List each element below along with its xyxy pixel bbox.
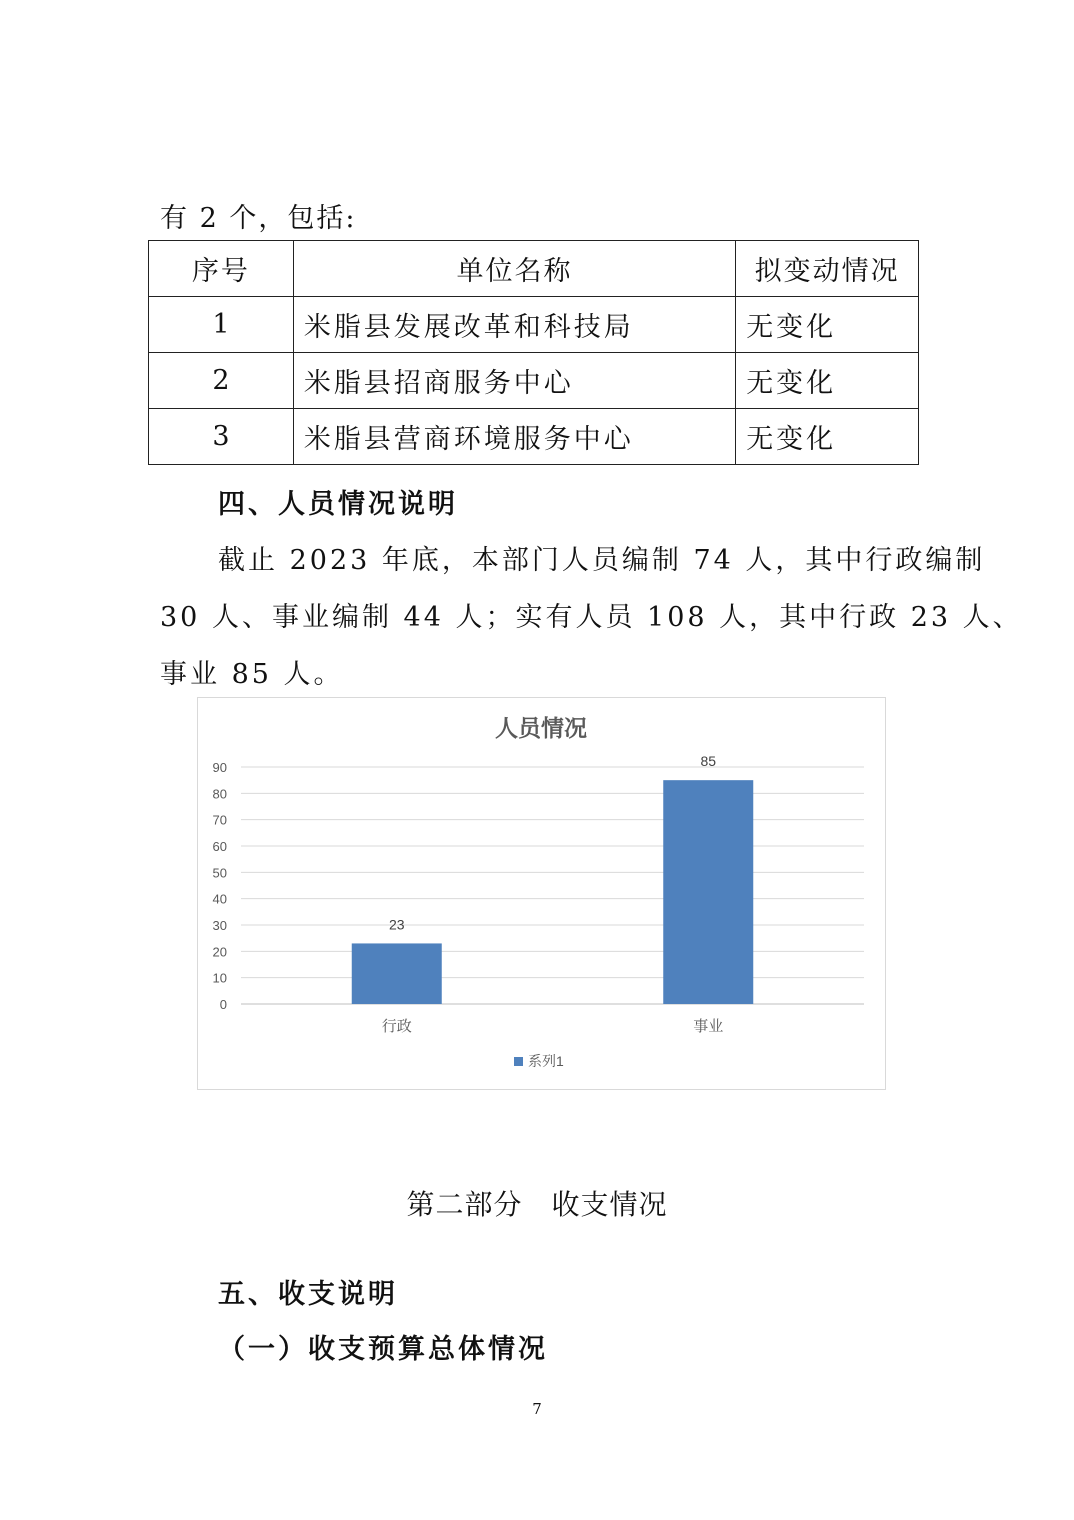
data-label: 23 — [388, 916, 405, 933]
row-unit-name: 米脂县营商环境服务中心 — [293, 409, 735, 465]
section-4-line-1: 截止 2023 年底，本部门人员编制 74 人，其中行政编制 — [218, 545, 986, 576]
y-tick-label: 0 — [219, 997, 227, 1012]
bar — [663, 780, 753, 1004]
header-unit-name: 单位名称 — [293, 241, 735, 297]
table-row — [149, 297, 919, 353]
subsection-1-heading: （一）收支预算总体情况 — [218, 1334, 548, 1365]
section-4-heading: 四、人员情况说明 — [218, 489, 458, 520]
y-tick-label: 70 — [212, 812, 227, 828]
legend-label: 系列1 — [528, 1053, 564, 1069]
y-tick-label: 10 — [212, 970, 227, 986]
x-tick-label: 事业 — [693, 1018, 724, 1035]
part-2-title: 第二部分 收支情况 — [406, 1188, 668, 1221]
row-seq: 2 — [149, 353, 294, 409]
row-change: 无变化 — [736, 297, 919, 353]
unit-table — [148, 240, 919, 465]
y-tick-label: 50 — [212, 865, 227, 881]
chart-title: 人员情况 — [495, 715, 587, 741]
table-row — [149, 353, 919, 409]
row-change: 无变化 — [736, 409, 919, 465]
row-seq: 3 — [149, 409, 294, 465]
y-tick-label: 80 — [212, 786, 227, 802]
y-tick-label: 60 — [212, 839, 227, 854]
table-header-row — [149, 241, 919, 297]
y-tick-label: 40 — [212, 891, 227, 907]
staff-chart-svg — [198, 698, 885, 1089]
bar — [352, 943, 442, 1004]
y-tick-label: 30 — [212, 918, 227, 933]
row-unit-name: 米脂县招商服务中心 — [293, 353, 735, 409]
row-unit-name: 米脂县发展改革和科技局 — [293, 297, 735, 353]
intro-text: 有 2 个，包括: — [160, 203, 357, 234]
section-5-heading: 五、收支说明 — [218, 1279, 398, 1310]
legend-swatch — [514, 1057, 523, 1066]
header-seq: 序号 — [149, 241, 294, 297]
section-4-line-3: 事业 85 人。 — [160, 659, 344, 690]
y-tick-label: 90 — [212, 760, 227, 775]
row-seq: 1 — [149, 297, 294, 353]
y-tick-label: 20 — [212, 944, 227, 960]
x-tick-label: 行政 — [381, 1018, 412, 1035]
data-label: 85 — [700, 753, 717, 770]
row-change: 无变化 — [736, 353, 919, 409]
section-4-line-2: 30 人、事业编制 44 人；实有人员 108 人，其中行政 23 人、 — [160, 602, 1023, 633]
table-row — [149, 409, 919, 465]
header-change: 拟变动情况 — [736, 241, 919, 297]
page-number: 7 — [532, 1400, 542, 1418]
staff-chart — [197, 697, 886, 1090]
